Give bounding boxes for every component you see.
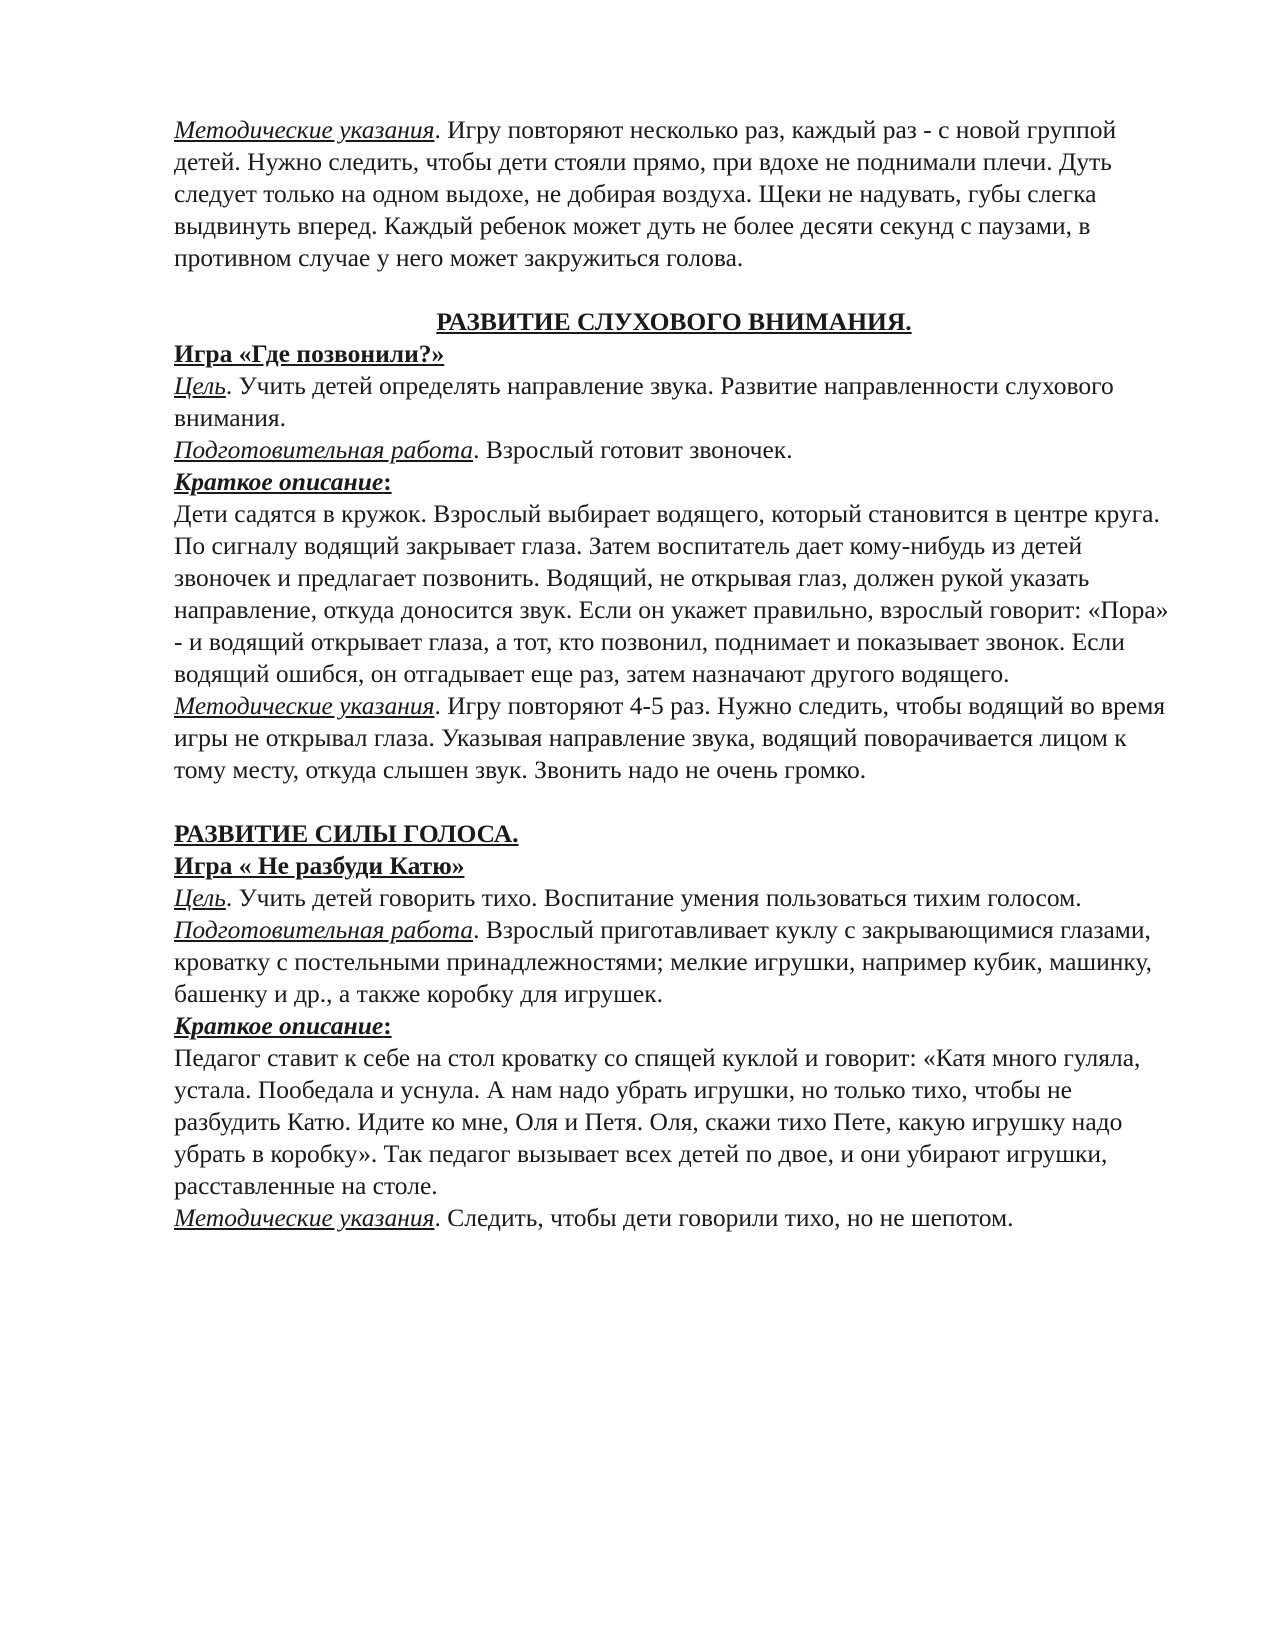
method-text: . Следить, чтобы дети говорили тихо, но не шепотом. xyxy=(434,1203,1014,1232)
prep-label: Подготовительная работа xyxy=(174,915,474,944)
prep-text: . Взрослый приготавливает куклу с закрывающимися глазами, кроватку с постельными принадлежностями; мелкие игрушки, например кубик, машинку, башенку и др., а также коробку для игрушек. xyxy=(174,915,1152,1008)
prep-label: Подготовительная работа xyxy=(174,435,474,464)
prep-text: . Взрослый готовит звоночек. xyxy=(473,435,793,464)
method-label: Методические указания xyxy=(174,115,435,144)
prep-paragraph xyxy=(174,914,1174,1010)
method-text: . Игру повторяют несколько раз, каждый раз - с новой группой детей. Нужно следить, чтобы дети стояли прямо, при вдохе не поднимали плечи. Дуть следует только на одном выдохе, не добирая воздуха. Щеки не надувать, губы слегка выдвинуть вперед. Каждый ребенок может дуть не более десяти секунд с паузами, в противном случае у него может закружиться голова. xyxy=(174,115,1117,272)
description-label-line xyxy=(174,466,1174,498)
method-label: Методические указания xyxy=(174,691,435,720)
section-heading-voice-strength: РАЗВИТИЕ СИЛЫ ГОЛОСА. xyxy=(174,819,519,848)
game-title-where-rang: Игра «Где позвонили?» xyxy=(174,339,445,368)
spacer xyxy=(174,786,1174,818)
description-paragraph: Педагог ставит к себе на стол кроватку со спящей куклой и говорит: «Катя много гуляла, устала. Пообедала и уснула. А нам надо убрать игрушки, но только тихо, чтобы не разбудить Катю. Идите ко мне, Оля и Петя. Оля, скажи тихо Пете, какую игрушку надо убрать в коробку». Так педагог вызывает всех детей по двое, и они убирают игрушки, расставленные на столе. xyxy=(174,1043,1141,1200)
goal-text: . Учить детей говорить тихо. Воспитание умения пользоваться тихим голосом. xyxy=(225,883,1082,912)
description-label: Краткое описание xyxy=(174,1011,384,1040)
goal-label: Цель xyxy=(174,883,226,912)
description-colon: : xyxy=(383,1011,392,1040)
game-title-dont-wake-katya: Игра « Не разбуди Катю» xyxy=(174,851,465,880)
method-paragraph-intro xyxy=(174,114,1174,274)
prep-paragraph xyxy=(174,434,1174,466)
description-paragraph: Дети садятся в кружок. Взрослый выбирает водящего, который становится в центре круга. По сигналу водящий закрывает глаза. Затем воспитатель дает кому-нибудь из детей звоночек и предлагает позвонить. Водящий, не открывая глаз, должен рукой указать направление, откуда доносится звук. Если он укажет правильно, взрослый говорит: «Пора» - и водящий открывает глаза, а тот, кто позвонил, поднимает и показывает звонок. Если водящий ошибся, он отгадывает еще раз, затем назначают другого водящего. xyxy=(174,499,1169,688)
goal-label: Цель xyxy=(174,371,226,400)
section-heading-auditory-attention: РАЗВИТИЕ СЛУХОВОГО ВНИМАНИЯ. xyxy=(436,307,912,336)
method-paragraph xyxy=(174,1202,1174,1234)
description-label-line xyxy=(174,1010,1174,1042)
goal-text: . Учить детей определять направление звука. Развитие направленности слухового внимания. xyxy=(174,371,1114,432)
goal-paragraph xyxy=(174,370,1174,434)
method-text: . Игру повторяют 4-5 раз. Нужно следить, чтобы водящий во время игры не открывал глаза. Указывая направление звука, водящий поворачивается лицом к тому месту, откуда слышен звук. Звонить надо не очень громко. xyxy=(174,691,1166,784)
method-paragraph xyxy=(174,690,1174,786)
document-page xyxy=(174,114,1174,1234)
spacer xyxy=(174,274,1174,306)
method-label: Методические указания xyxy=(174,1203,435,1232)
description-colon: : xyxy=(383,467,392,496)
description-label: Краткое описание xyxy=(174,467,384,496)
goal-paragraph xyxy=(174,882,1174,914)
